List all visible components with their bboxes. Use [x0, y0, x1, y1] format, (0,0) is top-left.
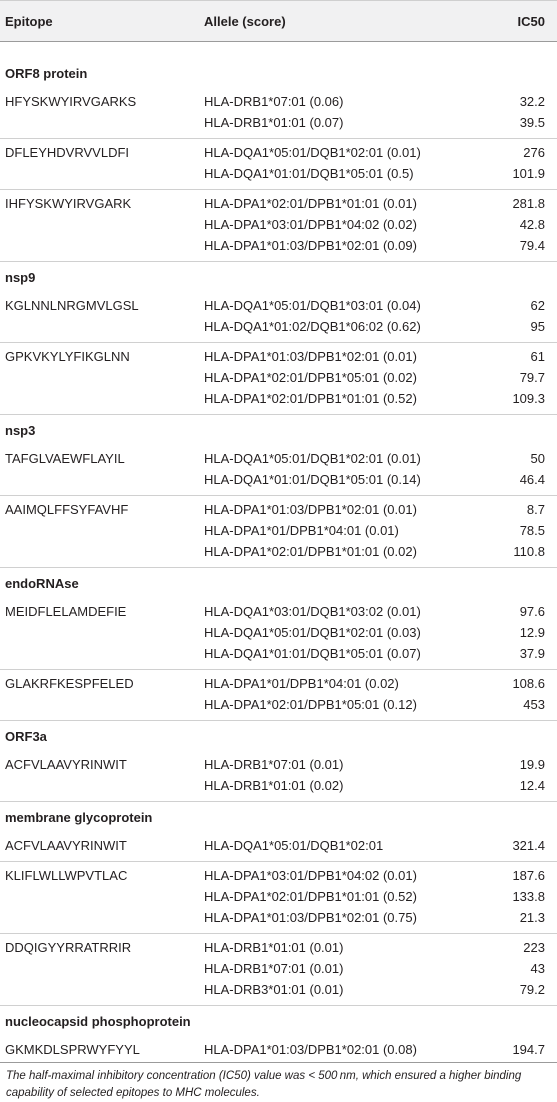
section-title: nsp9	[5, 270, 36, 285]
ic50-cell: 79.2	[519, 982, 545, 997]
allele-cell: HLA-DRB1*01:01 (0.02)	[204, 778, 344, 793]
header-allele: Allele (score)	[204, 14, 286, 29]
row-divider	[0, 342, 557, 343]
allele-cell: HLA-DPA1*01/DPB1*04:01 (0.02)	[204, 676, 399, 691]
ic50-cell: 453	[523, 697, 545, 712]
header-ic50: IC50	[517, 14, 545, 29]
allele-cell: HLA-DQA1*05:01/DQB1*02:01 (0.03)	[204, 625, 421, 640]
allele-cell: HLA-DRB1*01:01 (0.01)	[204, 940, 344, 955]
epitope-cell: TAFGLVAEWFLAYIL	[5, 451, 125, 466]
ic50-cell: 39.5	[519, 115, 545, 130]
allele-cell: HLA-DPA1*03:01/DPB1*04:02 (0.01)	[204, 868, 417, 883]
ic50-cell: 12.9	[519, 625, 545, 640]
allele-cell: HLA-DQA1*03:01/DQB1*03:02 (0.01)	[204, 604, 421, 619]
ic50-cell: 50	[530, 451, 545, 466]
ic50-cell: 108.6	[512, 676, 545, 691]
allele-cell: HLA-DPA1*01:03/DPB1*02:01 (0.08)	[204, 1042, 417, 1057]
ic50-cell: 46.4	[519, 472, 545, 487]
allele-cell: HLA-DRB1*07:01 (0.01)	[204, 757, 344, 772]
ic50-cell: 276	[523, 145, 545, 160]
row-divider	[0, 861, 557, 862]
table-top-rule	[0, 0, 557, 1]
ic50-cell: 19.9	[519, 757, 545, 772]
section-divider	[0, 1005, 557, 1006]
allele-cell: HLA-DPA1*02:01/DPB1*01:01 (0.52)	[204, 391, 417, 406]
allele-cell: HLA-DRB1*07:01 (0.01)	[204, 961, 344, 976]
ic50-cell: 37.9	[519, 646, 545, 661]
ic50-cell: 61	[530, 349, 545, 364]
allele-cell: HLA-DQA1*01:01/DQB1*05:01 (0.07)	[204, 646, 421, 661]
row-divider	[0, 669, 557, 670]
section-divider	[0, 414, 557, 415]
ic50-cell: 79.4	[519, 238, 545, 253]
allele-cell: HLA-DQA1*05:01/DQB1*02:01 (0.01)	[204, 145, 421, 160]
ic50-cell: 62	[530, 298, 545, 313]
allele-cell: HLA-DPA1*02:01/DPB1*01:01 (0.52)	[204, 889, 417, 904]
allele-cell: HLA-DQA1*01:02/DQB1*06:02 (0.62)	[204, 319, 421, 334]
allele-cell: HLA-DQA1*05:01/DQB1*02:01	[204, 838, 384, 853]
section-title: nucleocapsid phosphoprotein	[5, 1014, 191, 1029]
allele-cell: HLA-DRB1*01:01 (0.07)	[204, 115, 344, 130]
ic50-cell: 42.8	[519, 217, 545, 232]
ic50-cell: 321.4	[512, 838, 545, 853]
row-divider	[0, 189, 557, 190]
ic50-cell: 101.9	[512, 166, 545, 181]
allele-cell: HLA-DQA1*01:01/DQB1*05:01 (0.5)	[204, 166, 414, 181]
table-bottom-rule	[0, 1062, 557, 1063]
ic50-cell: 8.7	[526, 502, 545, 517]
epitope-cell: HFYSKWYIRVGARKS	[5, 94, 137, 109]
epitope-cell: ACFVLAAVYRINWIT	[5, 838, 127, 853]
allele-cell: HLA-DPA1*02:01/DPB1*05:01 (0.12)	[204, 697, 417, 712]
ic50-cell: 97.6	[519, 604, 545, 619]
section-title: ORF3a	[5, 729, 47, 744]
ic50-cell: 43	[530, 961, 545, 976]
allele-cell: HLA-DQA1*01:01/DQB1*05:01 (0.14)	[204, 472, 421, 487]
ic50-cell: 110.8	[513, 544, 545, 559]
section-divider	[0, 567, 557, 568]
allele-cell: HLA-DPA1*01:03/DPB1*02:01 (0.01)	[204, 502, 417, 517]
header-bottom-rule	[0, 41, 557, 42]
section-title: nsp3	[5, 423, 36, 438]
ic50-cell: 194.7	[512, 1042, 545, 1057]
allele-cell: HLA-DPA1*01:03/DPB1*02:01 (0.75)	[204, 910, 417, 925]
section-divider	[0, 720, 557, 721]
ic50-cell: 95	[530, 319, 545, 334]
epitope-cell: GLAKRFKESPFELED	[5, 676, 134, 691]
ic50-cell: 187.6	[512, 868, 545, 883]
row-divider	[0, 495, 557, 496]
allele-cell: HLA-DRB3*01:01 (0.01)	[204, 982, 344, 997]
epitope-cell: DFLEYHDVRVVLDFI	[5, 145, 130, 160]
epitope-cell: ACFVLAAVYRINWIT	[5, 757, 127, 772]
epitope-cell: KGLNNLNRGMVLGSL	[5, 298, 139, 313]
epitope-cell: AAIMQLFFSYFAVHF	[5, 502, 129, 517]
epitope-cell: GPKVKYLYFIKGLNN	[5, 349, 130, 364]
allele-cell: HLA-DQA1*05:01/DQB1*03:01 (0.04)	[204, 298, 421, 313]
ic50-cell: 78.5	[519, 523, 545, 538]
ic50-cell: 21.3	[519, 910, 545, 925]
table-footnote: The half-maximal inhibitory concentration (IC50) value was < 500 nm, which ensured a higher binding capability of selected epitopes to MHC molecules.	[6, 1070, 522, 1099]
ic50-cell: 32.2	[519, 94, 545, 109]
ic50-cell: 133.8	[512, 889, 545, 904]
section-divider	[0, 261, 557, 262]
allele-cell: HLA-DPA1*01:03/DPB1*02:01 (0.01)	[204, 349, 417, 364]
allele-cell: HLA-DPA1*02:01/DPB1*01:01 (0.02)	[204, 544, 417, 559]
row-divider	[0, 933, 557, 934]
epitope-cell: GKMKDLSPRWYFYYL	[5, 1042, 140, 1057]
allele-cell: HLA-DQA1*05:01/DQB1*02:01 (0.01)	[204, 451, 421, 466]
allele-cell: HLA-DPA1*02:01/DPB1*05:01 (0.02)	[204, 370, 417, 385]
epitope-cell: IHFYSKWYIRVGARK	[5, 196, 132, 211]
section-title: endoRNAse	[5, 576, 79, 591]
allele-cell: HLA-DPA1*01/DPB1*04:01 (0.01)	[204, 523, 399, 538]
row-divider	[0, 138, 557, 139]
allele-cell: HLA-DPA1*03:01/DPB1*04:02 (0.02)	[204, 217, 417, 232]
epitope-cell: KLIFLWLLWPVTLAC	[5, 868, 128, 883]
section-title: membrane glycoprotein	[5, 810, 153, 825]
epitope-cell: DDQIGYYRRATRRIR	[5, 940, 132, 955]
section-divider	[0, 801, 557, 802]
ic50-cell: 109.3	[512, 391, 545, 406]
ic50-cell: 281.8	[512, 196, 545, 211]
section-title: ORF8 protein	[5, 66, 88, 81]
allele-cell: HLA-DPA1*02:01/DPB1*01:01 (0.01)	[204, 196, 417, 211]
epitope-cell: MEIDFLELAMDEFIE	[5, 604, 127, 619]
allele-cell: HLA-DRB1*07:01 (0.06)	[204, 94, 344, 109]
allele-cell: HLA-DPA1*01:03/DPB1*02:01 (0.09)	[204, 238, 417, 253]
ic50-cell: 223	[523, 940, 545, 955]
header-epitope: Epitope	[5, 14, 53, 29]
ic50-cell: 79.7	[519, 370, 545, 385]
ic50-cell: 12.4	[519, 778, 545, 793]
